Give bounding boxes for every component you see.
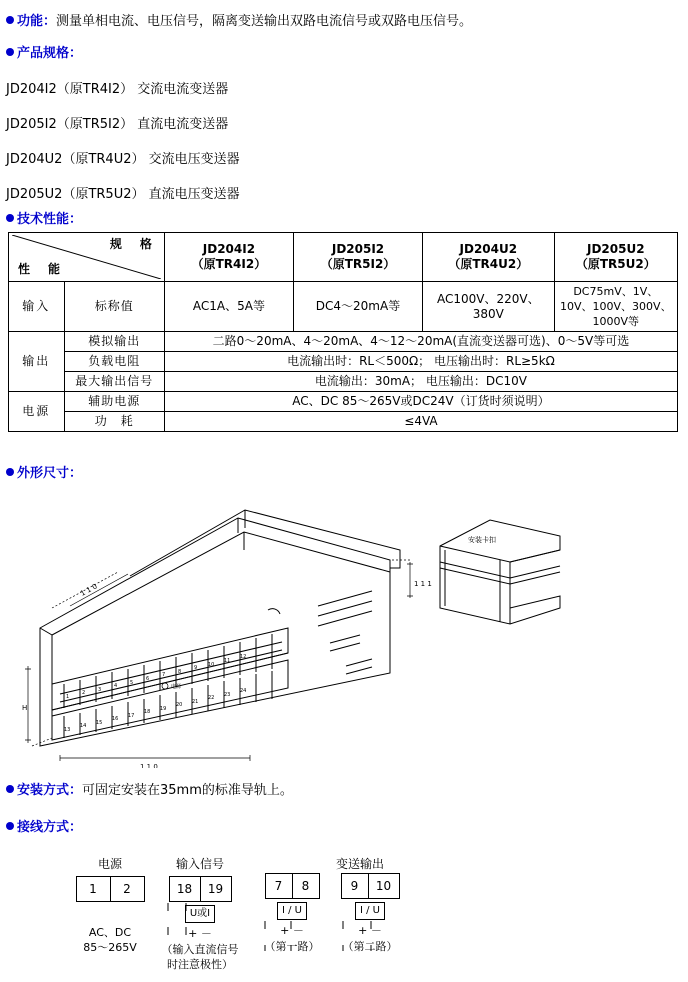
- terminal-10: 10: [375, 879, 392, 893]
- cell-input-205u2: DC75mV、1V、10V、100V、300V、1000V等: [554, 282, 677, 332]
- wiring-input-title: 输入信号: [175, 857, 224, 871]
- product-item: JD205U2（原TR5U2） 直流电压变送器: [6, 187, 240, 202]
- table-row: [9, 332, 678, 352]
- svg-text:23: 23: [224, 692, 231, 698]
- svg-text:19: 19: [160, 706, 167, 712]
- row-sub-aux-power: 辅助电源: [64, 392, 164, 412]
- wiring-input-note-1: （输入直流信号: [161, 943, 239, 956]
- col-header-line2: （原TR4I2）: [191, 257, 267, 271]
- section-dimensions-label: 外形尺寸：: [17, 466, 83, 481]
- svg-text:8: 8: [178, 669, 182, 675]
- section-mounting-text: 可固定安装在35mm的标准导轨上。: [82, 783, 293, 798]
- section-function: [6, 14, 472, 30]
- terminal-9: 9: [342, 874, 369, 898]
- side-dimension-label: 1 1 1: [414, 580, 432, 588]
- wiring-power-note-2: 85～265V: [83, 941, 137, 954]
- input-signal-type-box: U或I: [185, 905, 215, 923]
- svg-text:17: 17: [128, 713, 135, 719]
- section-wiring-label: 接线方式：: [17, 820, 83, 835]
- section-tech-perf: [6, 212, 82, 228]
- section-function-label: 功能：: [17, 14, 57, 29]
- table-row: [9, 352, 678, 372]
- section-wiring: [6, 820, 82, 836]
- bullet-icon: [6, 16, 14, 24]
- cell-input-204i2: AC1A、5A等: [164, 282, 293, 332]
- accessory-label: 安装卡扣: [468, 536, 496, 544]
- wiring-power-title: 电源: [97, 857, 122, 871]
- enclosure-drawing-icon: [0, 488, 688, 768]
- svg-text:24: 24: [240, 688, 247, 694]
- col-header-line2: （原TR5I2）: [320, 257, 396, 271]
- height-dimension-label: H: [22, 704, 28, 712]
- table-row: [9, 282, 678, 332]
- section-mounting: [6, 783, 293, 799]
- cell-consumption: ≤4VA: [164, 412, 677, 432]
- svg-text:22: 22: [208, 695, 215, 701]
- output-1-signal-type-box: I / U: [277, 902, 307, 920]
- front-power-label: 电源: [171, 684, 182, 690]
- output-2-note: （第二路）: [342, 940, 398, 953]
- terminal-box-output-2: [341, 873, 400, 899]
- svg-text:15: 15: [96, 720, 103, 726]
- row-group-output: 输出: [9, 332, 65, 392]
- svg-text:13: 13: [64, 727, 71, 733]
- output-1-polarity: + －: [280, 924, 304, 937]
- section-dimensions: [6, 466, 82, 482]
- row-sub-max-output: 最大输出信号: [64, 372, 164, 392]
- table-row: [9, 392, 678, 412]
- svg-text:9: 9: [194, 665, 198, 671]
- product-item: JD204I2（原TR4I2） 交流电流变送器: [6, 82, 229, 97]
- dimensional-drawing: [0, 488, 688, 768]
- cell-max-output: 电流输出：30mA； 电压输出：DC10V: [164, 372, 677, 392]
- depth-dimension-label: 1 1 0: [79, 582, 99, 598]
- spec-table: [8, 232, 678, 432]
- section-mounting-label: 安装方式：: [17, 783, 83, 798]
- svg-text:12: 12: [240, 654, 247, 660]
- bullet-icon: [6, 48, 14, 56]
- wiring-power-note-1: AC、DC: [88, 926, 132, 939]
- col-header-line1: JD204U2: [459, 242, 518, 256]
- wiring-diagram: [0, 855, 688, 982]
- bullet-icon: [6, 785, 14, 793]
- table-corner-cell: [9, 233, 165, 282]
- bullet-icon: [6, 822, 14, 830]
- output-1-note: （第一路）: [264, 940, 320, 953]
- table-col-header: [164, 233, 293, 282]
- wiring-group-output-1: [252, 873, 332, 953]
- row-sub-consumption: 功 耗: [64, 412, 164, 432]
- section-product-spec: [6, 46, 82, 62]
- wiring-input-polarity: + －: [188, 927, 212, 940]
- svg-text:4: 4: [114, 683, 118, 689]
- svg-text:5: 5: [130, 680, 134, 686]
- col-header-line1: JD205I2: [331, 242, 385, 256]
- terminal-7: 7: [266, 874, 293, 898]
- cell-aux-power: AC、DC 85～265V或DC24V（订货时须说明）: [164, 392, 677, 412]
- output-2-polarity: + －: [358, 924, 382, 937]
- svg-text:10: 10: [208, 662, 215, 668]
- svg-text:21: 21: [192, 699, 199, 705]
- cell-load-resistance: 电流输出时：RL＜500Ω； 电压输出时：RL≥5kΩ: [164, 352, 677, 372]
- svg-text:18: 18: [144, 709, 151, 715]
- col-header-line1: JD205U2: [587, 242, 645, 256]
- section-function-text: 测量单相电流、电压信号，隔离变送输出双路电流信号或双路电压信号。: [56, 14, 473, 29]
- bullet-icon: [6, 214, 14, 222]
- output-1-box-wrap: [252, 902, 332, 920]
- terminal-19: 19: [207, 882, 224, 896]
- product-item: JD204U2（原TR4U2） 交流电压变送器: [6, 152, 240, 167]
- row-sub-load-resistance: 负载电阻: [64, 352, 164, 372]
- svg-text:2: 2: [82, 690, 86, 696]
- output-2-signal-type-box: I / U: [355, 902, 385, 920]
- table-header-row: [9, 233, 678, 282]
- svg-text:7: 7: [162, 672, 166, 678]
- bullet-icon: [6, 468, 14, 476]
- output-2-box-wrap: [330, 902, 410, 920]
- table-corner-top-label: 规 格: [109, 237, 155, 251]
- terminal-2: 2: [123, 882, 131, 896]
- section-tech-perf-label: 技术性能：: [17, 212, 83, 227]
- col-header-line1: JD204I2: [202, 242, 256, 256]
- cell-analog-output: 二路0～20mA、4～20mA、4～12～20mA(直流变送器可选)、0～5V等可选: [164, 332, 677, 352]
- wiring-group-output-2: [330, 873, 410, 953]
- svg-text:14: 14: [80, 723, 87, 729]
- terminal-box-input: [169, 876, 232, 902]
- table-row: [9, 412, 678, 432]
- terminal-box-output-1: [265, 873, 320, 899]
- wiring-output-title: 变送输出: [335, 857, 384, 871]
- row-group-power: 电源: [9, 392, 65, 432]
- wiring-input-note-2: 时注意极性）: [167, 958, 233, 971]
- table-col-header: [554, 233, 677, 282]
- row-sub-nominal: 标称值: [64, 282, 164, 332]
- section-product-spec-label: 产品规格：: [17, 46, 83, 61]
- row-group-input: 输入: [9, 282, 65, 332]
- product-item: JD205I2（原TR5I2） 直流电流变送器: [6, 117, 229, 132]
- svg-text:3: 3: [98, 687, 102, 693]
- table-corner-bottom-label: 性 能: [18, 262, 64, 276]
- table-col-header: [423, 233, 555, 282]
- terminal-18: 18: [170, 877, 201, 901]
- svg-text:6: 6: [146, 676, 150, 682]
- col-header-line2: （原TR5U2）: [575, 257, 656, 271]
- svg-text:1: 1: [66, 694, 70, 700]
- width-dimension-label: 1 1 0: [140, 763, 158, 768]
- svg-text:20: 20: [176, 702, 183, 708]
- col-header-line2: （原TR4U2）: [448, 257, 529, 271]
- terminal-1: 1: [77, 877, 111, 901]
- table-row: [9, 372, 678, 392]
- svg-text:16: 16: [112, 716, 119, 722]
- terminal-8: 8: [301, 879, 310, 893]
- row-sub-analog-output: 模拟输出: [64, 332, 164, 352]
- cell-input-205i2: DC4～20mA等: [293, 282, 422, 332]
- table-col-header: [293, 233, 422, 282]
- svg-text:11: 11: [224, 658, 231, 664]
- cell-input-204u2: AC100V、220V、380V: [423, 282, 555, 332]
